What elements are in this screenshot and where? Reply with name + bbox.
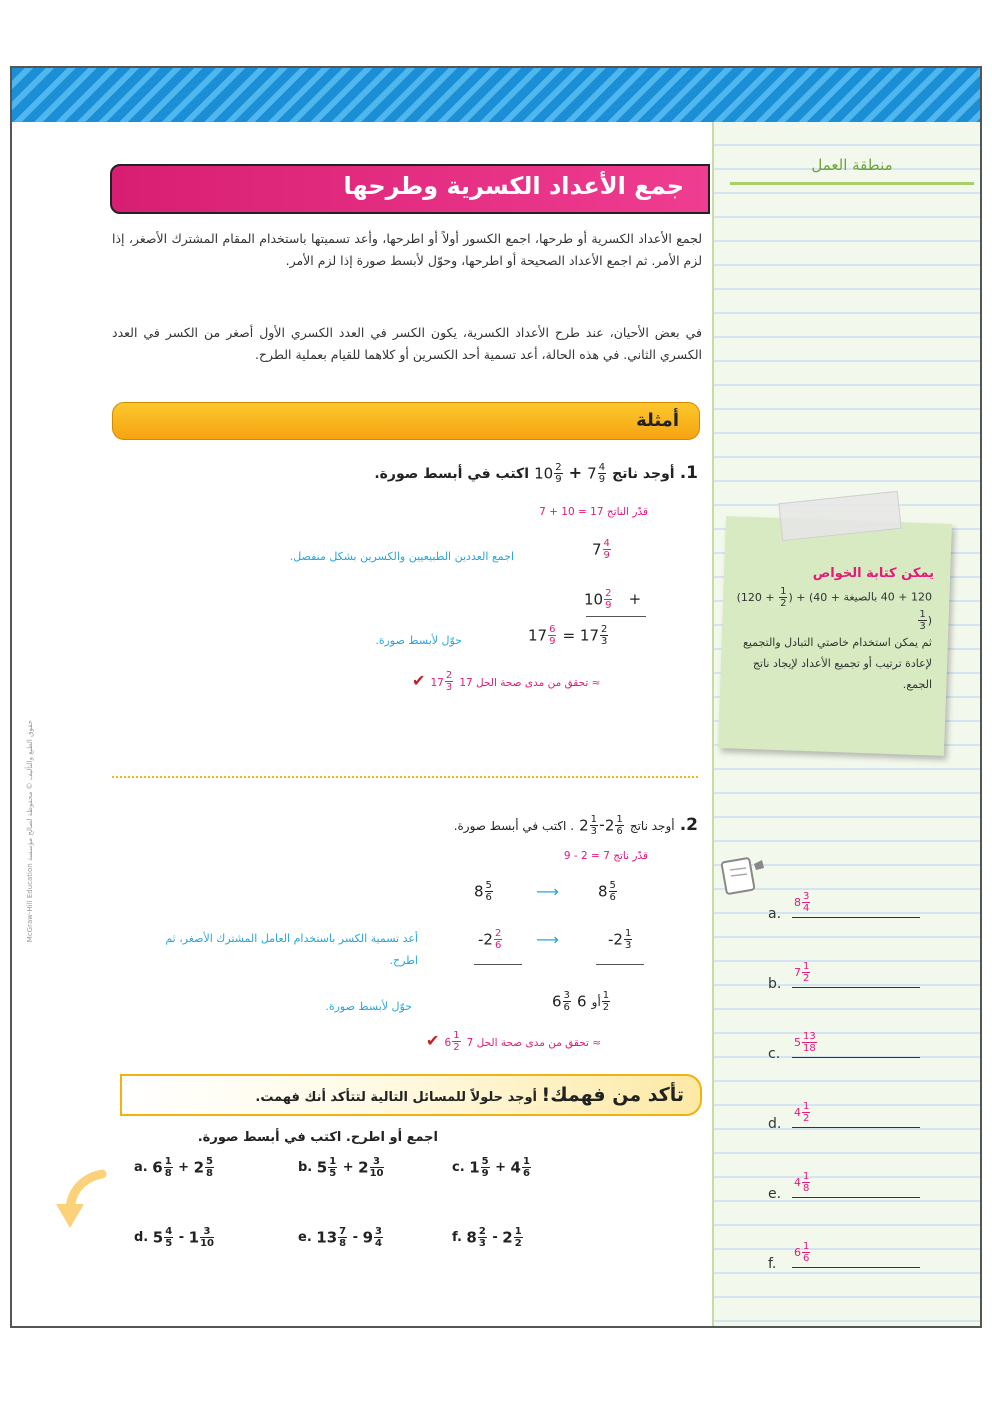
curved-arrow-icon <box>52 1168 112 1232</box>
example2-step2: حوّل لأبسط صورة. <box>325 1000 412 1013</box>
answer-row-c[interactable]: c. 5 $\frac{13}{18}$ <box>768 1022 928 1062</box>
answer-value: 8 $\frac{3}{4}$ <box>794 891 810 914</box>
example1-addend1: 7 $\frac{4}{9}$ <box>592 538 610 561</box>
note-title: يمكن كتابة الخواص <box>812 566 934 581</box>
example2-result: 6 $\frac{3}{6}$ أو 6 $\frac{1}{2}$ <box>552 990 610 1013</box>
intro-paragraph-2: في بعض الأحيان، عند طرح الأعداد الكسرية، يكون الكسر في العدد الكسري الأول أصغر من الكسر في العدد الكسري الثاني. في هذه الحالة، أعد تسمية أحد الكسرين أو كلاهما للقيام بعملية الطرح. <box>112 325 702 362</box>
example2-minuend-renamed: 8 $\frac{5}{6}$ <box>474 880 492 903</box>
examples-header <box>112 402 700 440</box>
answer-value: 4 $\frac{1}{8}$ <box>794 1171 810 1194</box>
answer-value: 7 $\frac{1}{2}$ <box>794 961 810 984</box>
example2-estimate: قدّر ناتج 7 = 2 - 9 <box>563 850 648 862</box>
problem-e[interactable]: e. 13 $\frac{7}{8}$ - 9 $\frac{3}{4}$ <box>298 1226 382 1249</box>
example2-step1: أعد تسمية الكسر باستخدام العامل المشترك الأصغر، ثم اطرح. <box>165 932 418 967</box>
arrow-right-icon: ⟶ <box>536 930 559 949</box>
work-area-title: منطقة العمل <box>811 156 893 174</box>
example1-step1: اجمع العددين الطبيعيين والكسرين بشكل منفصل. <box>289 550 514 563</box>
answer-value: 6 $\frac{1}{6}$ <box>794 1241 810 1264</box>
problem-c[interactable]: c. 1 $\frac{5}{9}$ + 4 $\frac{1}{6}$ <box>452 1156 530 1179</box>
answer-value: 4 $\frac{1}{2}$ <box>794 1101 810 1124</box>
check-understanding-title: تأكد من فهمك! <box>541 1084 684 1106</box>
example2-subtrahend: -2 $\frac{1}{3}$ <box>608 928 632 951</box>
example1-result: 17 $\frac{6}{9}$ = 17 $\frac{2}{3}$ <box>528 624 608 647</box>
lesson-title: جمع الأعداد الكسرية وطرحها <box>343 172 684 200</box>
example2-subtrahend-renamed: -2 $\frac{2}{6}$ <box>478 928 502 951</box>
device-icon <box>720 854 768 898</box>
example1-sum-line <box>586 616 646 617</box>
note-expression-1: 120 + 40 بالصيغة (120 + $\frac{1}{2}$ ) + (40 + $\frac{1}{3}$ ) <box>736 586 932 632</box>
main-content <box>12 122 710 1328</box>
check-understanding-text <box>255 1084 684 1106</box>
answer-value: 5 $\frac{13}{18}$ <box>794 1031 816 1054</box>
problem-f[interactable]: f. 8 $\frac{2}{3}$ - 2 $\frac{1}{2}$ <box>452 1226 522 1249</box>
example1-suffix-text: اكتب في أبسط صورة. <box>374 466 529 482</box>
practice-instruction: اجمع أو اطرح. اكتب في أبسط صورة. <box>197 1130 438 1145</box>
examples-divider <box>112 776 698 778</box>
answer-row-e[interactable]: e. 4 $\frac{1}{8}$ <box>768 1162 928 1202</box>
checkmark-icon: ✔ <box>426 1031 440 1050</box>
problem-b[interactable]: b. 5 $\frac{1}{5}$ + 2 $\frac{3}{10}$ <box>298 1156 384 1179</box>
note-body <box>736 586 932 695</box>
example1-prefix: أوجد ناتج <box>612 466 675 482</box>
examples-title: أمثلة <box>636 410 679 431</box>
example1-step2: حوّل لأبسط صورة. <box>375 634 462 647</box>
problem-a[interactable]: a. 6 $\frac{1}{8}$ + 2 $\frac{5}{8}$ <box>134 1156 214 1179</box>
arrow-right-icon: ⟶ <box>536 882 559 901</box>
copyright-text: حقوق الطبع والتأليف © محفوظة لصالح مؤسسة McGraw-Hill Education <box>26 720 34 943</box>
problem-d[interactable]: d. 5 $\frac{4}{5}$ - 1 $\frac{3}{10}$ <box>134 1226 214 1249</box>
answer-row-f[interactable]: f. 6 $\frac{1}{6}$ <box>768 1232 928 1272</box>
lesson-title-bar <box>110 164 710 214</box>
example2-check: ✔ 6 $\frac{1}{2}$ تحقق من مدى صحة الحل 7 ≈ <box>426 1030 602 1053</box>
example2-number: 2. <box>679 815 698 835</box>
answer-row-b[interactable]: b. 7 $\frac{1}{2}$ <box>768 952 928 992</box>
example1-check: ✔ 17 $\frac{2}{3}$ تحقق من مدى صحة الحل 17 ≈ <box>412 670 601 693</box>
example1-expression: 10 $\frac{2}{9}$ + 7 $\frac{4}{9}$ <box>534 462 606 485</box>
check-understanding-bar <box>120 1074 702 1116</box>
answer-row-d[interactable]: d. 4 $\frac{1}{2}$ <box>768 1092 928 1132</box>
note-text: ثم يمكن استخدام خاصتي التبادل والتجميع لإعادة ترتيب أو تجميع الأعداد لإيجاد ناتج الجمع. <box>742 636 932 691</box>
example1-question <box>374 462 698 485</box>
example2-prefix: أوجد ناتج <box>629 819 675 833</box>
example2-suffix: . اكتب في أبسط صورة. <box>453 819 575 833</box>
example2-expression: 2 $\frac{1}{3}$ -2 $\frac{1}{6}$ <box>579 814 623 837</box>
example2-line-left <box>474 964 522 965</box>
example1-estimate: قدّر الناتج 17 = 10 + 7 <box>539 506 648 518</box>
example2-question <box>454 814 698 837</box>
checkmark-icon: ✔ <box>412 671 426 690</box>
intro-paragraph-1: لجمع الأعداد الكسرية أو طرحها، اجمع الكسور أولاً أو اطرحها، وأعد تسميتها باستخدام المقام المشترك الأصغر، إذا لزم الأمر. ثم اجمع الأعداد الصحيحة أو اطرحها، وحوّل لأبسط صورة إذا لزم الأمر. <box>112 231 702 268</box>
top-banner <box>12 68 980 122</box>
check-understanding-instruction: أوجد حلولاً للمسائل التالية لتتأكد أنك فهمت. <box>255 1090 537 1105</box>
work-area-underline <box>730 182 974 185</box>
answer-row-a[interactable]: a. 8 $\frac{3}{4}$ <box>768 882 928 922</box>
example1-number: 1. <box>679 463 698 483</box>
example1-addend2: 10 $\frac{2}{9}$ + <box>584 588 642 611</box>
example2-line-right <box>596 964 644 965</box>
example2-minuend: 8 $\frac{5}{6}$ <box>598 880 616 903</box>
